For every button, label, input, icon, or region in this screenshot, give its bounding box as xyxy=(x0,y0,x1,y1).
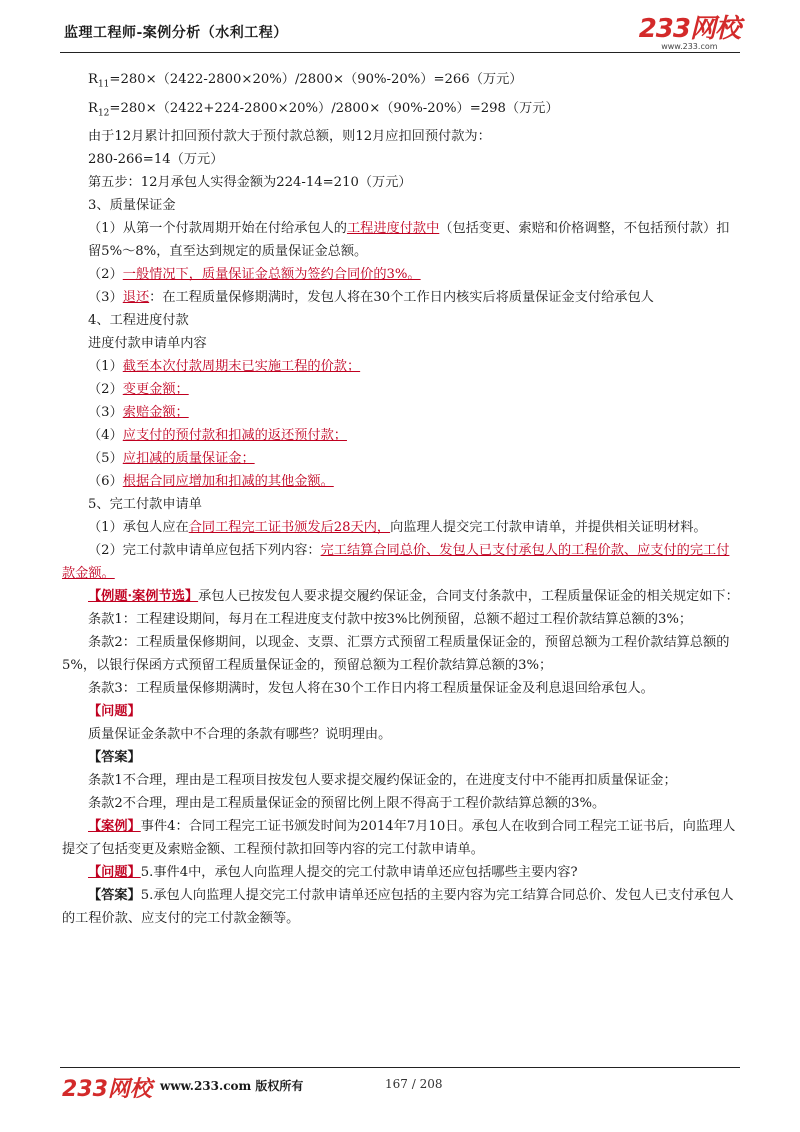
formula-r12: $R_{12}=280\times(2422+224-2800\times 20\%)/2800\times(90\%-20\%)=298$（万元） xyxy=(88,100,559,119)
question-2-tag: 【问题】 xyxy=(88,865,141,881)
list-item-number: （2） xyxy=(88,382,123,398)
section-5-item-2 xyxy=(62,539,742,585)
list-item xyxy=(62,355,742,378)
case-paragraph xyxy=(62,815,742,861)
section-3-item-2-prefix: （2） xyxy=(88,267,123,283)
section-3-item-3-suffix: ：在工程质量保修期满时，发包人将在30个工作日内核实后将质量保证金支付给承包人 xyxy=(149,290,654,306)
footer-logo: 233网校 xyxy=(62,1077,152,1102)
question-2-text: 5.事件4中，承包人向监理人提交的完工付款申请单还应包括哪些主要内容? xyxy=(140,865,578,881)
list-item-number: （3） xyxy=(88,405,123,421)
answer-tag-text: 【答案】 xyxy=(88,750,141,766)
question-text: 质量保证金条款中不合理的条款有哪些？说明理由。 xyxy=(88,727,392,743)
page-number: 167 / 208 xyxy=(385,1077,443,1091)
answer-1: 条款1不合理，理由是工程项目按发包人要求提交履约保证金的，在进度支付中不能再扣质量保证金； xyxy=(88,773,677,789)
clause-2: 条款2：工程质量保修期间，以现金、支票、汇票方式预留工程质量保证金的，预留总额为工程价款结算总额的5%，以银行保函方式预留工程质量保证金的，预留总额为工程价款结算总额的3%； xyxy=(62,635,730,674)
example-text: 承包人已按发包人要求提交履约保证金，合同支付条款中，工程质量保证金的相关规定如下： xyxy=(198,589,739,605)
section-5-item-1-highlight: 合同工程完工证书颁发后28天内， xyxy=(188,520,391,536)
brand-logo-text: 233网校 xyxy=(638,14,740,44)
list-item-text: 根据合同应增加和扣减的其他金额。 xyxy=(122,474,334,490)
footer-copyright: www.233.com 版权所有 xyxy=(160,1079,304,1093)
section-5-item-1-suffix: 向监理人提交完工付款申请单，并提供相关证明材料。 xyxy=(390,520,707,536)
header-divider xyxy=(60,52,740,53)
formula-r11-text: =280×（2422-2800×20%）/2800×（90%-20%）=266（万元） xyxy=(109,72,523,87)
answer-2: 条款2不合理，理由是工程质量保证金的预留比例上限不得高于工程价款结算总额的3%。 xyxy=(88,796,606,812)
list-item-number: （6） xyxy=(88,474,123,490)
section-5-item-2-highlight: 完工结算合同总价、发包人已支付承包人的工程价款、应支付的完工付款金额。 xyxy=(62,543,730,582)
list-item xyxy=(62,470,742,493)
section-3-item-2 xyxy=(62,263,742,286)
step-five: 第五步：12月承包人实得金额为224-14=210（万元） xyxy=(88,175,412,191)
example-paragraph xyxy=(62,585,742,608)
section-5-title: 5、完工付款申请单 xyxy=(88,497,202,513)
list-item xyxy=(62,424,742,447)
document-header-title: 监理工程师-案例分析（水利工程） xyxy=(64,25,288,41)
list-item-number: （4） xyxy=(88,428,123,444)
list-item xyxy=(62,401,742,424)
section-3-item-3 xyxy=(62,286,742,309)
answer-2-paragraph xyxy=(62,884,742,930)
document-body xyxy=(62,68,742,930)
section-4-title: 4、工程进度付款 xyxy=(88,313,189,329)
question-tag xyxy=(62,700,742,723)
section-5-item-2-prefix: （2）完工付款申请单应包括下列内容： xyxy=(88,543,321,559)
list-item xyxy=(62,378,742,401)
example-tag: 【例题·案例节选】 xyxy=(88,589,199,605)
section-3-item-2-highlight: 一般情况下，质量保证金总额为签约合同价的3%。 xyxy=(122,267,421,283)
list-item-number: （5） xyxy=(88,451,123,467)
brand-logo xyxy=(639,16,740,51)
brand-logo-url: www.233.com xyxy=(661,42,718,51)
formula-r12-text: =280×（2422+224-2800×20%）/2800×（90%-20%）=298（万元） xyxy=(109,100,559,116)
section-4-subtitle: 进度付款申请单内容 xyxy=(88,336,207,352)
section-3-item-1-prefix: （1）从第一个付款周期开始在付给承包人的 xyxy=(88,221,347,237)
list-item xyxy=(62,447,742,470)
answer-2-text: 5.承包人向监理人提交完工付款申请单还应包括的主要内容为完工结算合同总价、发包人已支付承包人的工程价款、应支付的完工付款金额等。 xyxy=(62,888,734,927)
list-item-number: （1） xyxy=(88,359,123,375)
section-5-item-1 xyxy=(62,516,742,539)
section-3-title: 3、质量保证金 xyxy=(88,198,176,214)
list-item-text: 变更金额； xyxy=(122,382,189,398)
section-5-item-1-prefix: （1）承包人应在 xyxy=(88,520,189,536)
answer-2-tag: 【答案】 xyxy=(88,888,141,904)
formula-r11-subscript: 11 xyxy=(97,79,110,90)
case-text: 事件4：合同工程完工证书颁发时间为2014年7月10日。承包人在收到合同工程完工证书后，向监理人提交了包括变更及索赔金额、工程预付款扣回等内容的完工付款申请单。 xyxy=(62,819,736,858)
formula-r11: $R_{11}=280\times(2422-2800\times 20\%)/2800\times(90\%-20\%)=266$（万元） xyxy=(88,72,523,90)
clause-3: 条款3：工程质量保修期满时，发包人将在30个工作日内将工程质量保证金及利息退回给承包人。 xyxy=(88,681,654,697)
case-tag: 【案例】 xyxy=(88,819,141,835)
list-item-text: 应支付的预付款和扣减的返还预付款； xyxy=(122,428,347,444)
deduction-paragraph: 由于12月累计扣回预付款大于预付款总额，则12月应扣回预付款为： xyxy=(88,129,491,145)
list-item-text: 截至本次付款周期末已实施工程的价款； xyxy=(122,359,361,375)
list-item-text: 索赔金额； xyxy=(122,405,189,421)
footer-divider xyxy=(60,1067,740,1068)
question-2-paragraph xyxy=(62,861,742,884)
section-4-list xyxy=(62,355,742,493)
section-3-item-1 xyxy=(62,217,742,263)
clause-1: 条款1：工程建设期间，每月在工程进度支付款中按3%比例预留，总额不超过工程价款结算总额的3%； xyxy=(88,612,693,628)
list-item-text: 应扣减的质量保证金； xyxy=(122,451,255,467)
answer-tag xyxy=(62,746,742,769)
question-tag-text: 【问题】 xyxy=(88,704,141,720)
deduction-calc: 280-266=14（万元） xyxy=(88,152,224,168)
section-3-item-1-suffix: （包括变更、索赔和价格调整，不包括预付款）扣留5%～8%，直至达到规定的质量保证金总额。 xyxy=(88,221,730,260)
section-3-item-3-highlight: 退还 xyxy=(122,290,150,306)
section-3-item-1-highlight: 工程进度付款中 xyxy=(346,221,440,237)
formula-r12-subscript: 12 xyxy=(97,108,110,119)
section-3-item-3-prefix: （3） xyxy=(88,290,123,306)
